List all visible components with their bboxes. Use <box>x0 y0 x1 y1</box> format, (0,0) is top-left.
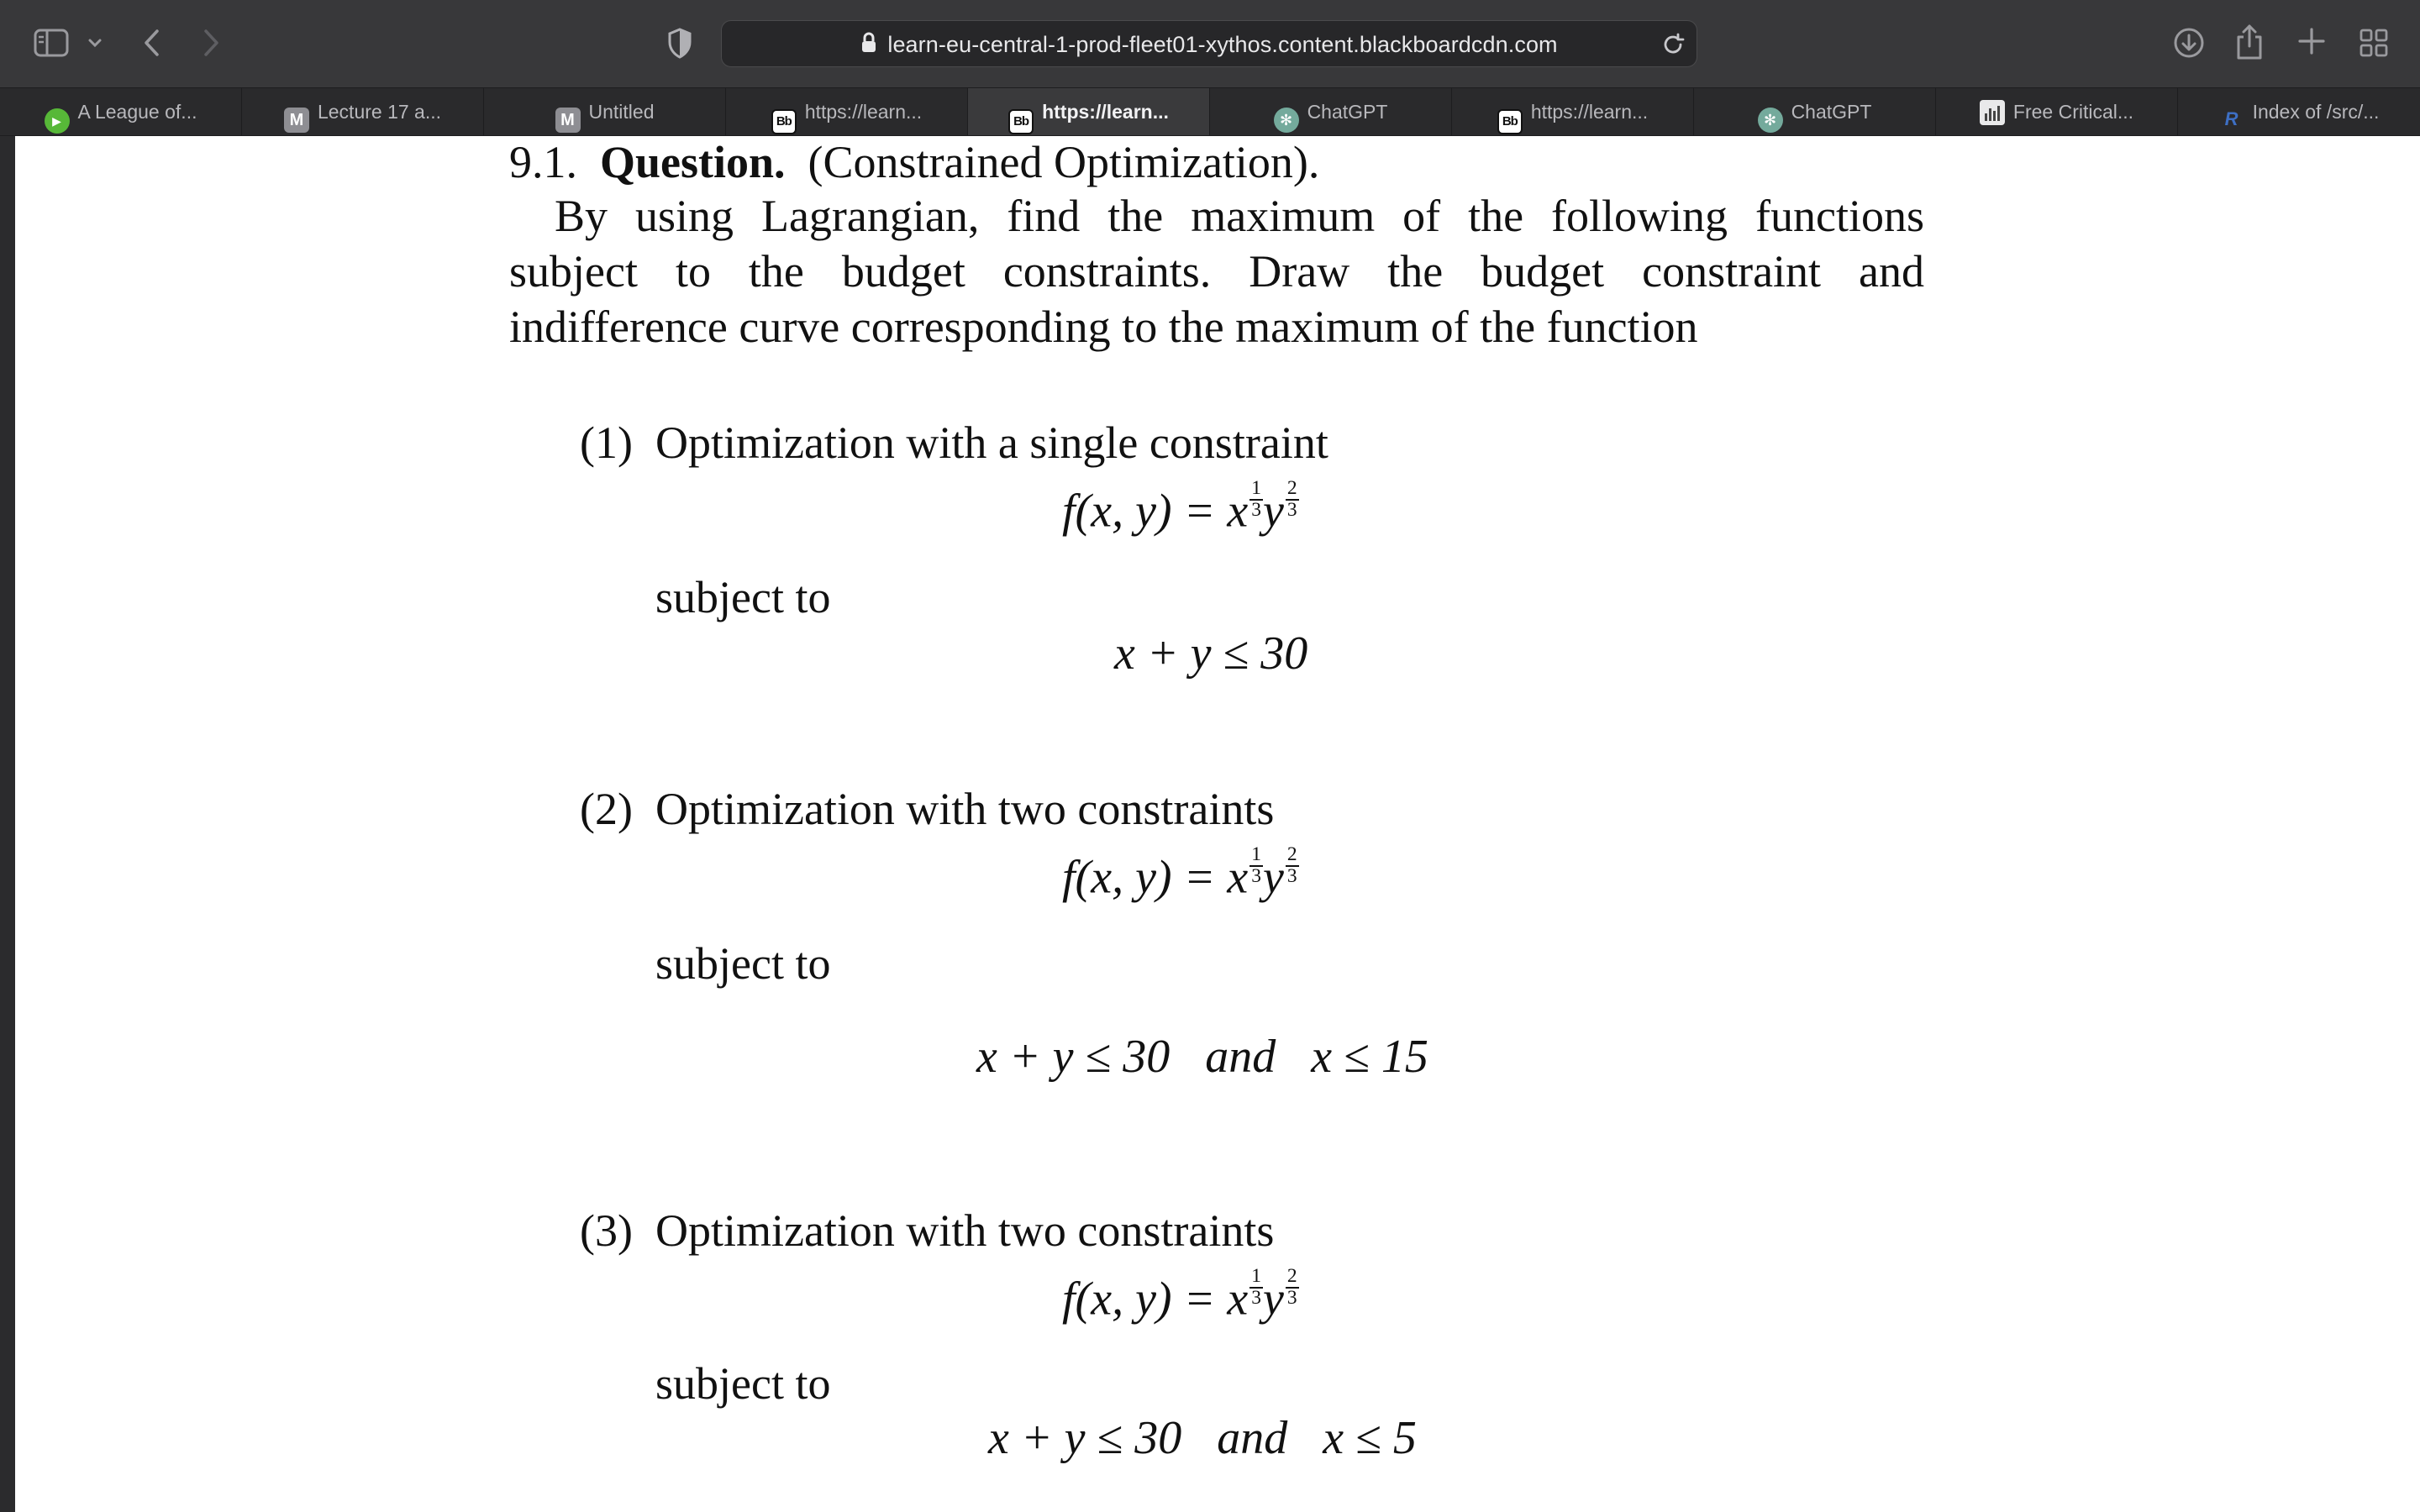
chart-icon <box>1980 100 2005 125</box>
chatgpt-icon: ✻ <box>1758 108 1783 133</box>
item-2-subject-to: subject to <box>655 938 831 989</box>
tab-free-critical[interactable]: Free Critical... <box>1936 88 2178 135</box>
browser-toolbar <box>0 0 2420 87</box>
chevron-left-icon[interactable] <box>141 27 163 59</box>
tab-blackboard-2[interactable]: Bb https://learn... <box>1452 88 1694 135</box>
share-icon[interactable] <box>2235 24 2264 60</box>
item-3-constraints: x + y ≤ 30 and x ≤ 5 <box>988 1412 1417 1464</box>
blackboard-favicon-icon: Bb <box>771 109 797 134</box>
chatgpt-icon: ✻ <box>1274 108 1299 133</box>
item-3-subject-to: subject to <box>655 1358 831 1409</box>
grid-icon[interactable] <box>2360 29 2388 57</box>
item-1-function: f(x, y) = x $\frac{1}{3}$ y $\frac{2}{3}$ <box>1062 477 1297 538</box>
tab-lecture-17[interactable]: M Lecture 17 a... <box>242 88 484 135</box>
pdf-viewer[interactable] <box>15 136 2420 1512</box>
question-heading: 9.1. Question. (Constrained Optimization). <box>509 137 1320 187</box>
intro-line-3: indifference curve corresponding to the maximum of the function <box>509 302 1698 352</box>
tab-chatgpt-2[interactable]: ✻ ChatGPT <box>1694 88 1936 135</box>
tab-blackboard-1[interactable]: Bb https://learn... <box>726 88 968 135</box>
m-favicon-icon: M <box>555 108 581 133</box>
reload-icon[interactable] <box>1661 33 1685 56</box>
r-logo-icon: R <box>2224 108 2238 129</box>
blackboard-favicon-icon: Bb <box>1497 109 1523 134</box>
item-1-title: (1) Optimization with a single constraint <box>580 417 1328 468</box>
sidebar-icon[interactable] <box>34 29 69 57</box>
item-1-constraint: x + y ≤ 30 <box>1114 627 1308 680</box>
url-text: learn-eu-central-1-prod-fleet01-xythos.content.blackboardcdn.com <box>887 32 1558 57</box>
play-icon: ▶ <box>45 108 70 134</box>
item-3-title: (3) Optimization with two constraints <box>580 1205 1275 1256</box>
intro-line-2: subject to the budget constraints. Draw the budget constraint and <box>509 246 1924 297</box>
m-favicon-icon: M <box>284 108 309 133</box>
blackboard-favicon-icon: Bb <box>1008 109 1034 134</box>
item-2-function: f(x, y) = x $\frac{1}{3}$ y $\frac{2}{3}$ <box>1062 843 1297 904</box>
plus-icon[interactable] <box>2297 27 2326 55</box>
item-1-subject-to: subject to <box>655 572 831 622</box>
download-icon[interactable] <box>2173 27 2205 59</box>
item-3-function: f(x, y) = x $\frac{1}{3}$ y $\frac{2}{3}$ <box>1062 1265 1297 1326</box>
tab-chatgpt-1[interactable]: ✻ ChatGPT <box>1210 88 1452 135</box>
tab-untitled[interactable]: M Untitled <box>484 88 726 135</box>
document <box>15 136 2420 1512</box>
chevron-down-icon[interactable] <box>87 37 103 49</box>
intro-line-1: By using Lagrangian, find the maximum of the following functions <box>555 191 1924 241</box>
item-2-constraints: x + y ≤ 30 and x ≤ 15 <box>976 1031 1428 1083</box>
tab-league[interactable]: ▶ A League of... <box>0 88 242 135</box>
item-2-title: (2) Optimization with two constraints <box>580 784 1275 834</box>
address-bar[interactable] <box>721 20 1697 67</box>
lock-icon <box>860 23 877 70</box>
tab-index-src[interactable]: R Index of /src/... <box>2178 88 2420 135</box>
shield-icon[interactable] <box>667 27 692 59</box>
chevron-right-icon[interactable] <box>200 27 222 59</box>
tab-blackboard-active[interactable]: Bb https://learn... <box>968 88 1210 135</box>
tab-bar <box>0 87 2420 136</box>
